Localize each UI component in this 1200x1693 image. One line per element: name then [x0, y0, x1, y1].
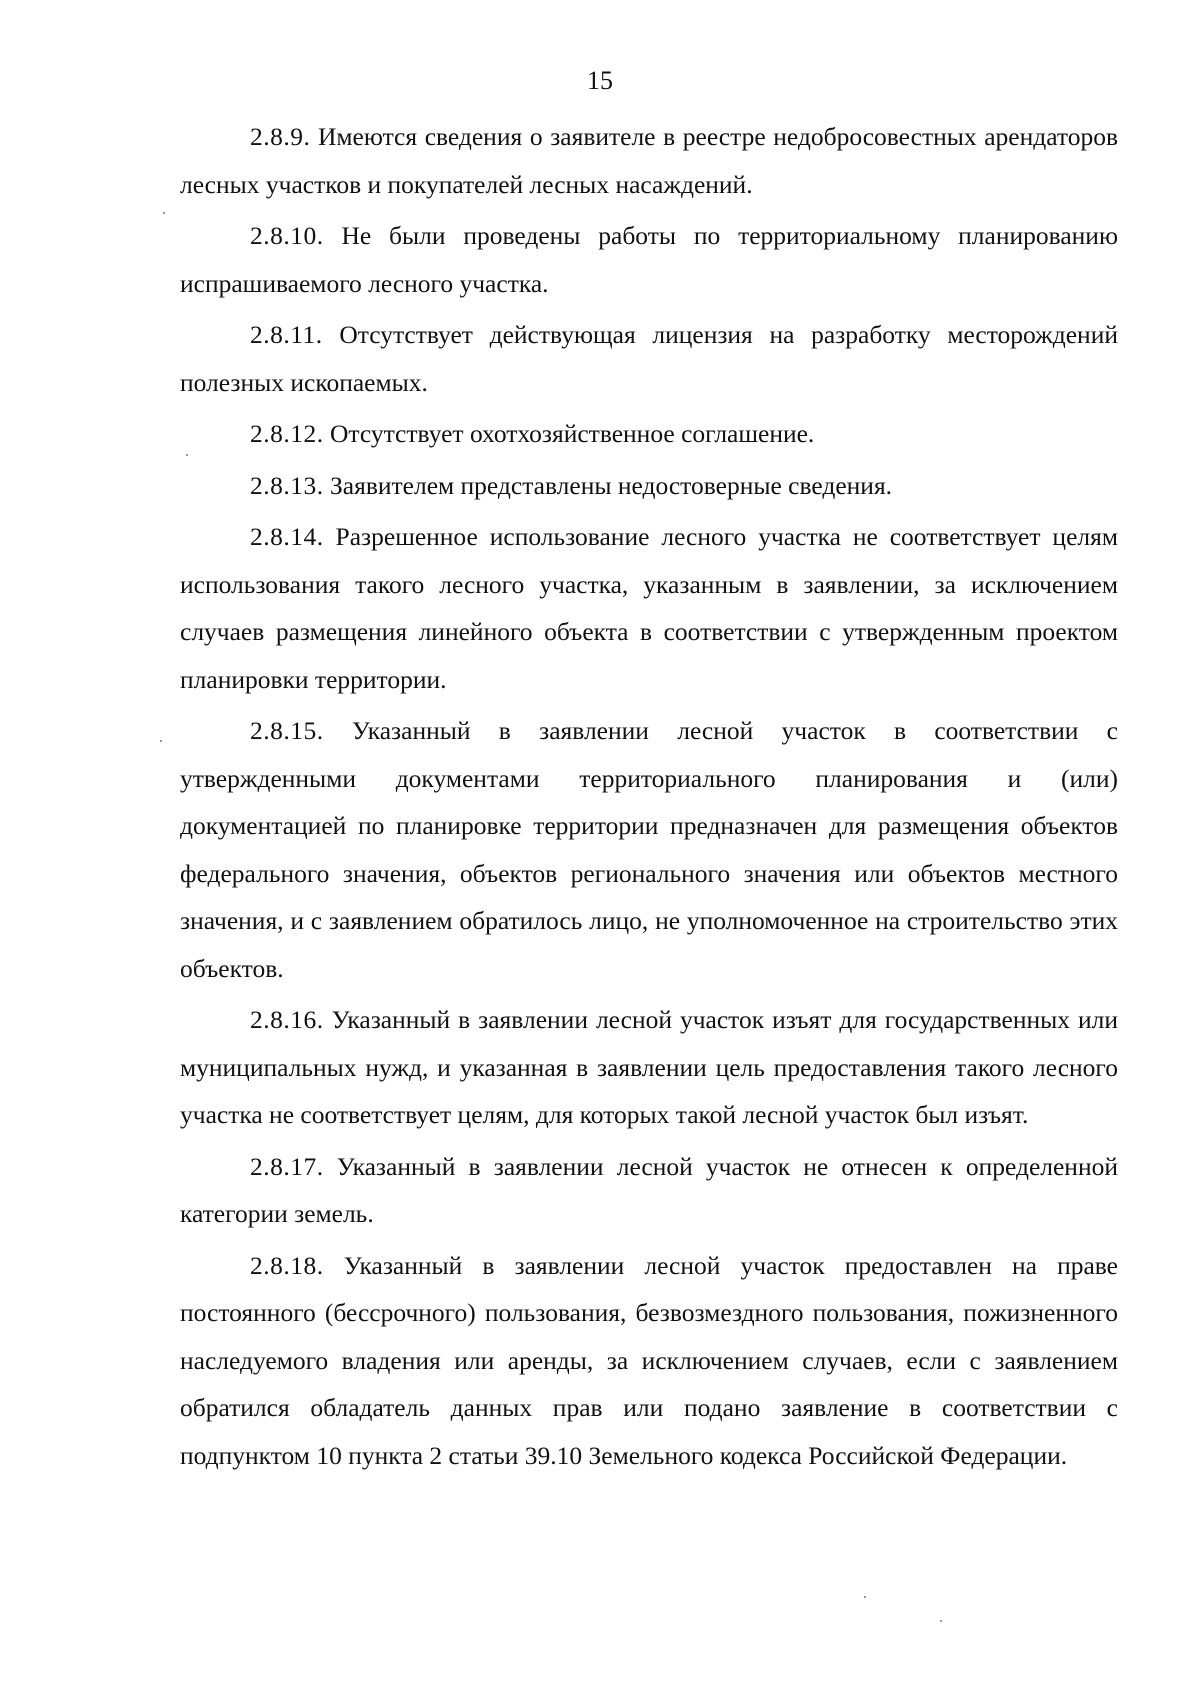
clause-text: Указанный в заявлении лесной участок в соответствии с утвержденными документами территориального планирования и (или) документацией по планировке территории предназначен для размещения объектов федерального значения, объектов регионального значения или объектов местного значения, и с заявлением обратилось лицо, не уполномоченное на строительство этих объектов.	[180, 716, 1119, 983]
clause-text: Указанный в заявлении лесной участок не отнесен к определенной категории земель.	[180, 1151, 1119, 1228]
clause-number: 2.8.14.	[250, 522, 324, 551]
clause-2-8-9	[180, 113, 1118, 208]
clause-number: 2.8.18.	[250, 1250, 324, 1280]
clause-number: 2.8.13.	[250, 470, 324, 500]
clause-2-8-16	[180, 996, 1118, 1139]
page-number: 15	[587, 66, 613, 95]
clause-number: 2.8.11.	[250, 320, 323, 349]
clause-2-8-17	[180, 1143, 1118, 1238]
clause-number: 2.8.15.	[250, 716, 324, 745]
scan-speck	[160, 740, 162, 742]
clause-text: Не были проведены работы по территориальному планированию испрашиваемого лесного участка.	[180, 221, 1119, 298]
clause-2-8-10	[180, 212, 1118, 307]
clause-2-8-15	[180, 707, 1118, 992]
clause-2-8-13	[180, 462, 1118, 510]
scan-speck	[186, 454, 188, 456]
clause-number: 2.8.10.	[250, 221, 324, 250]
clause-text: Отсутствует действующая лицензия на разработку месторождений полезных ископаемых.	[180, 320, 1118, 397]
clause-text: Указанный в заявлении лесной участок предоставлен на праве постоянного (бессрочного) пользования, безвозмездного пользования, пожизненного наследуемого владения или аренды, за исключением случаев, если с заявлением обратился обладатель данных прав или подано заявление в соответствии с подпунктом 10 пункта 2 статьи 39.10 Земельного кодекса Российской Федерации.	[180, 1250, 1118, 1470]
clause-text: Имеются сведения о заявителе в реестре недобросовестных арендаторов лесных участков и покупателей лесных насаждений.	[180, 122, 1119, 199]
clause-2-8-14	[180, 513, 1118, 703]
clause-2-8-18	[180, 1242, 1118, 1480]
scan-speck	[163, 212, 165, 214]
clause-number: 2.8.17.	[250, 1151, 324, 1181]
scan-speck	[864, 1596, 866, 1598]
clause-text: Указанный в заявлении лесной участок изъят для государственных или муниципальных нужд, и указанная в заявлении цель предоставления такого лесного участка не соответствует целям, для которых такой лесной участок был изъят.	[180, 1005, 1118, 1129]
clause-2-8-11	[180, 311, 1118, 406]
clause-text: Отсутствует охотхозяйственное соглашение.	[330, 419, 815, 448]
clause-2-8-12	[180, 410, 1118, 458]
document-body	[180, 113, 1118, 1483]
clause-text: Заявителем представлены недостоверные сведения.	[330, 470, 893, 500]
clause-number: 2.8.16.	[250, 1005, 324, 1034]
clause-number: 2.8.12.	[250, 419, 324, 448]
clause-number: 2.8.9.	[250, 122, 311, 151]
scan-speck	[940, 1620, 942, 1622]
clause-text: Разрешенное использование лесного участка не соответствует целям использования такого лесного участка, указанным в заявлении, за исключением случаев размещения линейного объекта в соответствии с утвержденным проектом планировки территории.	[180, 522, 1118, 694]
